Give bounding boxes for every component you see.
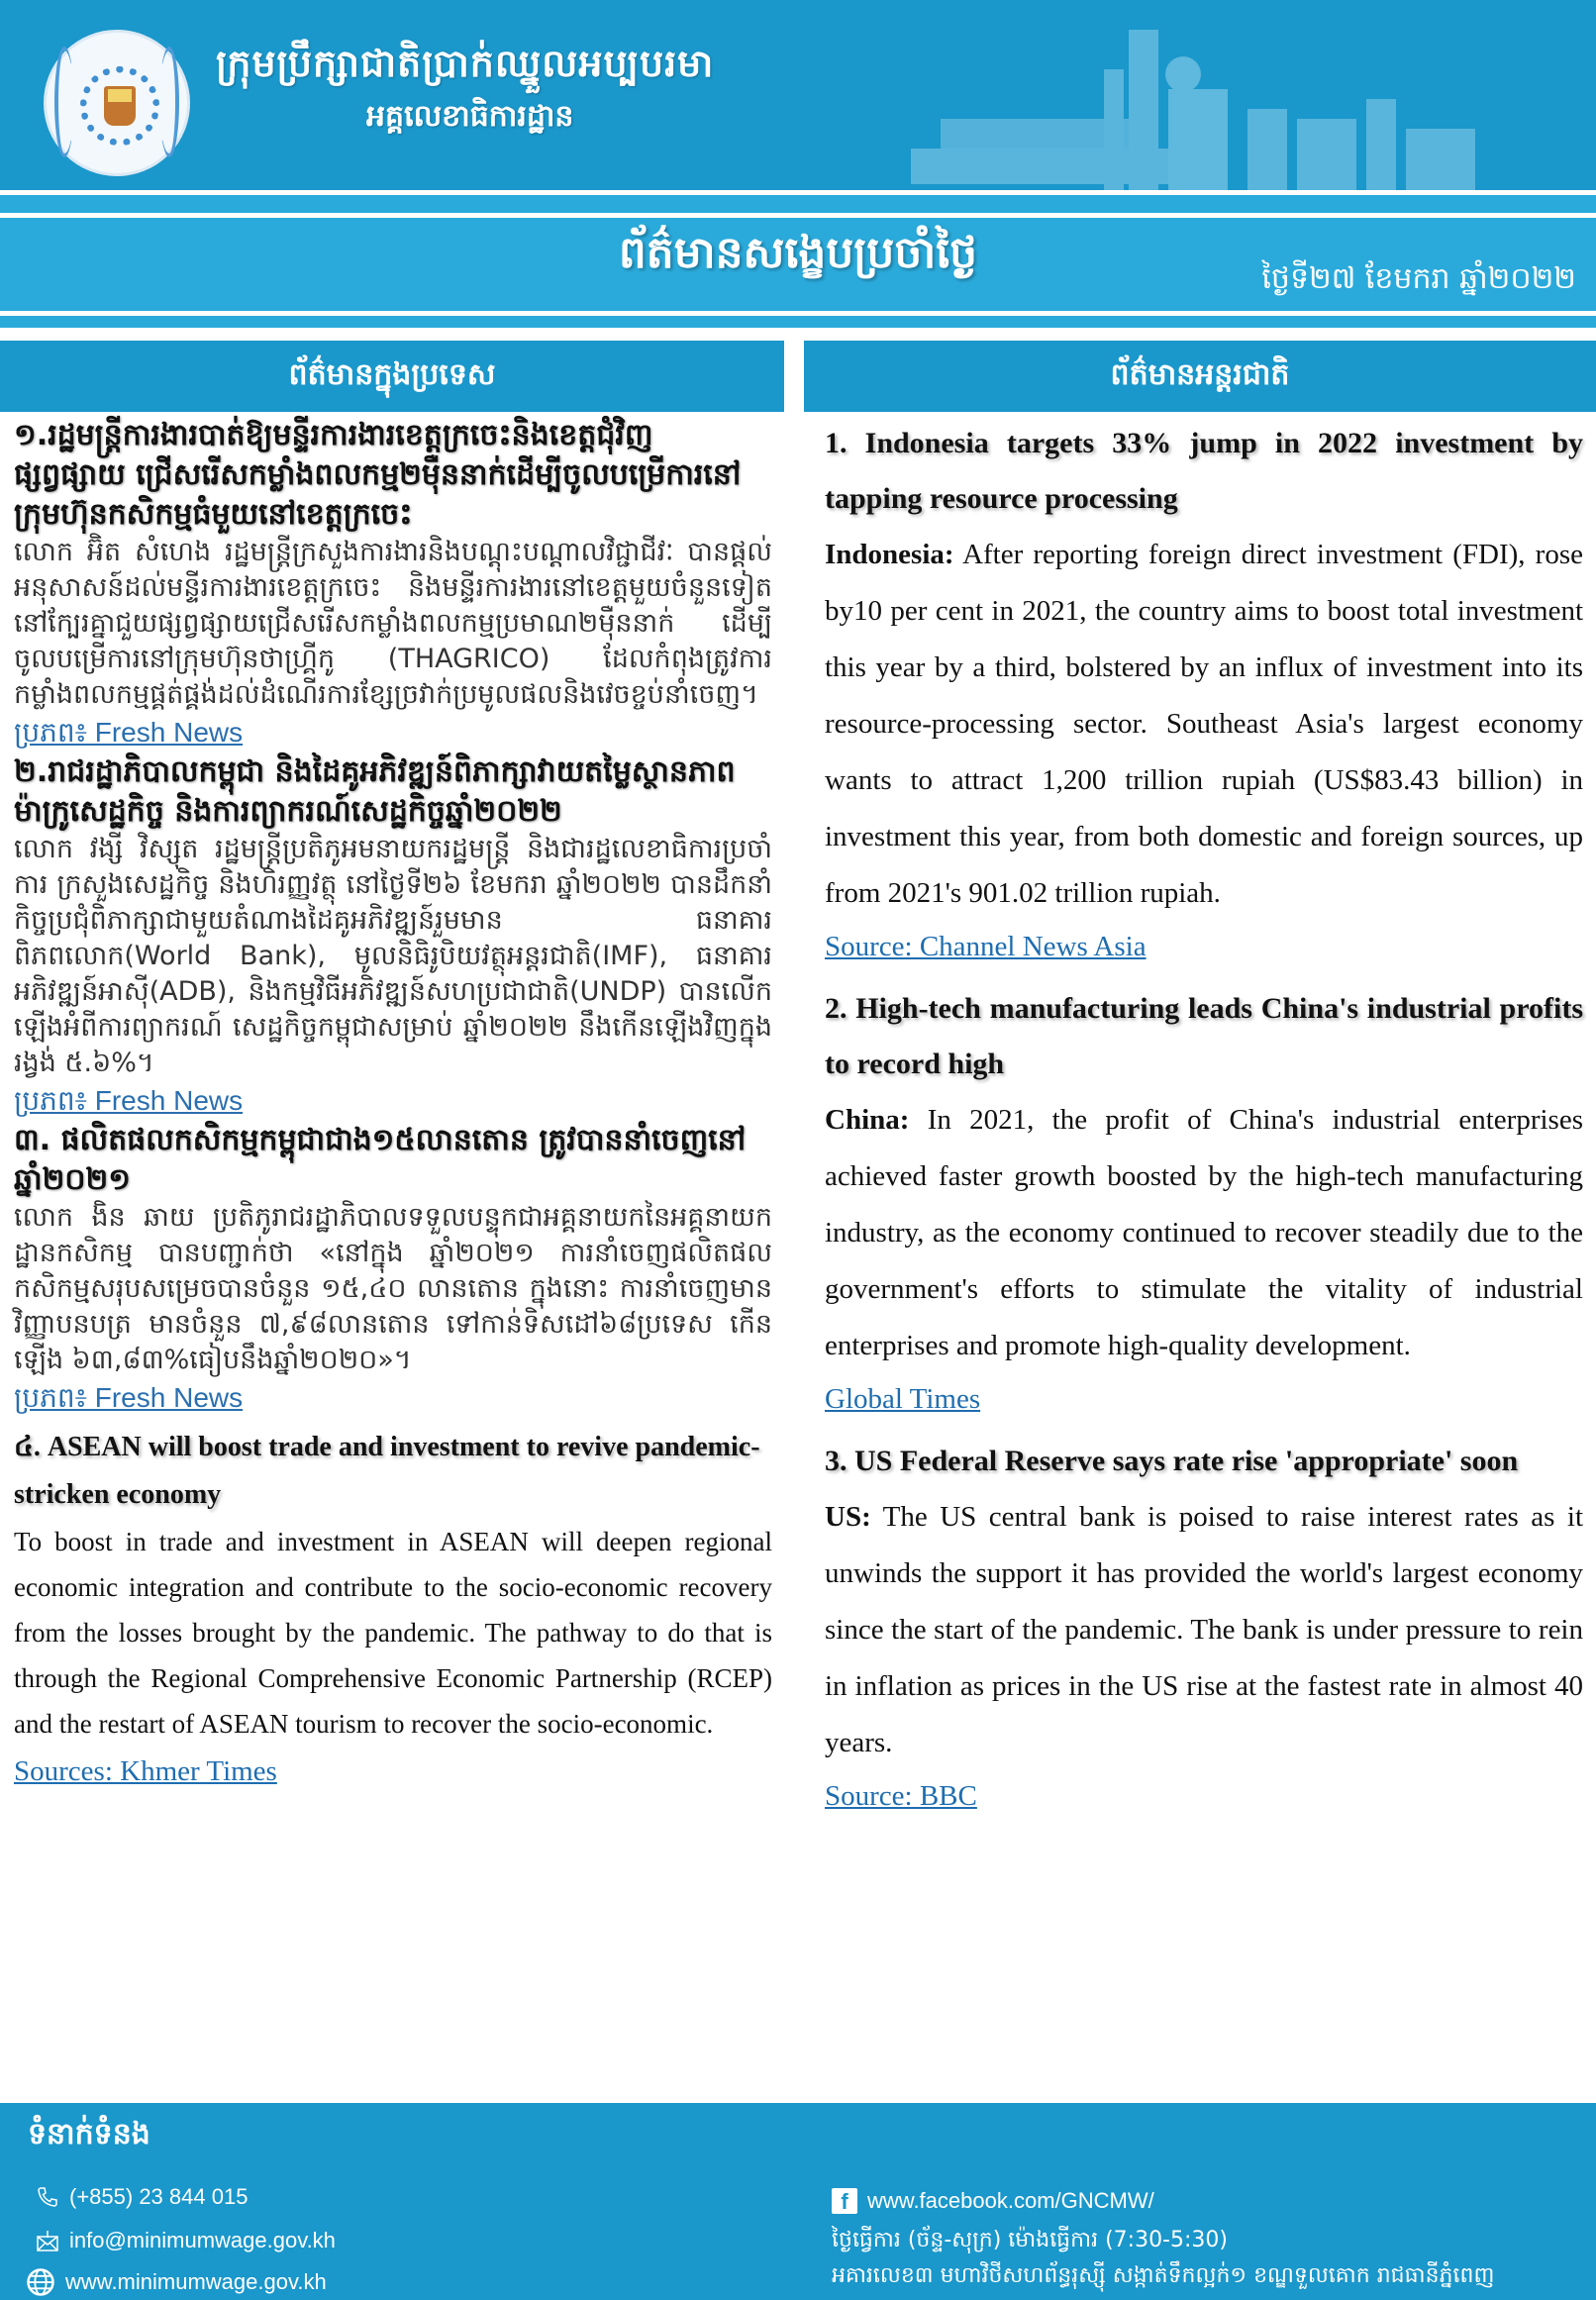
news-source-link[interactable]: Source: Channel News Asia bbox=[825, 931, 1147, 962]
office-address bbox=[832, 2261, 1494, 2293]
page-title: ព័ត៌មានសង្ខេបប្រចាំថ្ងៃ bbox=[618, 228, 978, 278]
section-header-local-news: ព័ត៌មានក្នុងប្រទេស bbox=[0, 341, 784, 412]
news-body: លោក អ៊ិត សំហេង រដ្ឋមន្ត្រីក្រសួងការងារនិងបណ្តុះបណ្តាលវិជ្ជាជីវៈ បានផ្តល់អនុសាសន៍ដល់មន្ទីរការងារខេត្តក្រចេះ និងមន្ទីរការងារនៅខេត្តមួយចំនួនទៀត នៅក្បែរគ្នាជួយផ្សព្វផ្សាយជ្រើសរើសកម្លាំងពលកម្មប្រមាណ២ម៉ឺននាក់ ដើម្បីចូលបម្រើការនៅក្រុមហ៊ុនថាហ្គ្រីកូ (THAGRICO) ដែលកំពុងត្រូវការកម្លាំងពលកម្មផ្គត់ផ្គង់ដល់ដំណើរការខ្សែច្រវាក់ប្រមូលផលនិងវេចខ្ចប់នាំចេញ។ bbox=[14, 537, 772, 710]
header-banner bbox=[0, 0, 1596, 190]
news-body-text: After reporting foreign direct investment (FDI), rose by10 per cent in 2021, the country aims to boost total investment this year by a third, bolstered by an influx of investment into its resource-processing sector. Southeast Asia's largest economy wants to attract 1,200 trillion rupiah (US$83.43 billion) in investment this year, from both domestic and foreign sources, up from 2021's 901.02 trillion rupiah. bbox=[825, 539, 1583, 909]
envelope-icon bbox=[36, 2229, 59, 2252]
organization-subtitle: អគ្គលេខាធិការដ្ឋាន bbox=[366, 99, 574, 134]
news-source-link[interactable]: Sources: Khmer Times bbox=[14, 1755, 277, 1787]
office-hours bbox=[832, 2226, 1228, 2257]
office-hours-text: ថ្ងៃធ្វើការ (ច័ន្ទ-សុក្រ) ម៉ោងធ្វើការ (7:30-5:30) bbox=[832, 2228, 1228, 2252]
news-title: 1. Indonesia targets 33% jump in 2022 investment by tapping resource processing bbox=[825, 427, 1583, 515]
section-header-international-news: ព័ត៌មានអន្តរជាតិ bbox=[804, 341, 1596, 412]
news-country-label: Indonesia: bbox=[825, 539, 954, 570]
international-news-column bbox=[825, 416, 1583, 1831]
news-item bbox=[14, 752, 772, 1121]
news-source-link[interactable]: ប្រភព៖ Fresh News bbox=[14, 717, 244, 748]
news-body: លោក ងិន ឆាយ ប្រតិភូរាជរដ្ឋាភិបាលទទួលបន្ទុកជាអគ្គនាយកនៃអគ្គនាយកដ្ឋានកសិកម្ម បានបញ្ជាក់ថា «នៅក្នុង ឆ្នាំ២០២១ ការនាំចេញផលិតផលកសិកម្មសរុបសម្រេចបានចំនួន ១៥,៤០ លានតោន ក្នុងនោះ ការនាំចេញមានវិញ្ញាបនបត្រ មានចំនួន ៧,៩៨លានតោន ទៅកាន់ទិសដៅ៦៨ប្រទេស កើនឡើង ៦៣,៨៣%ធៀបនឹងឆ្នាំ២០២០»។ bbox=[14, 1202, 772, 1375]
news-body-text: The US central bank is poised to raise interest rates as it unwinds the support it has provided the world's largest economy since the start of the pandemic. The bank is under pressure to rein in inflation as prices in the US rise at the fastest rate in almost 40 years. bbox=[825, 1501, 1583, 1758]
contact-facebook[interactable] bbox=[832, 2188, 1154, 2214]
book-pedestal-icon bbox=[104, 86, 136, 126]
news-source-link[interactable]: Source: BBC bbox=[825, 1780, 977, 1812]
news-source-link[interactable]: ប្រភព៖ Fresh News bbox=[14, 1382, 244, 1413]
laurel-left-icon bbox=[54, 47, 74, 157]
website-url: www.minimumwage.gov.kh bbox=[65, 2269, 327, 2294]
email-address: info@minimumwage.gov.kh bbox=[69, 2228, 336, 2252]
local-news-column bbox=[14, 416, 772, 1806]
news-country-label: China: bbox=[825, 1104, 910, 1136]
news-title: ៣. ផលិតផលកសិកម្មកម្ពុជាជាង១៥លានតោន ត្រូវបាននាំចេញនៅឆ្នាំ២០២១ bbox=[14, 1123, 747, 1197]
ministry-emblem-icon bbox=[44, 30, 190, 176]
news-source-link[interactable]: Global Times bbox=[825, 1383, 981, 1415]
organization-name: ក្រុមប្រឹក្សាជាតិប្រាក់ឈ្នួលអប្បបរមា bbox=[216, 42, 715, 85]
contact-email[interactable] bbox=[36, 2228, 336, 2253]
news-body bbox=[825, 1092, 1583, 1374]
news-item bbox=[14, 1424, 772, 1806]
news-title: ១.រដ្ឋមន្ត្រីការងារបាត់ឱ្យមន្ទីរការងារខេត្តក្រចេះនិងខេត្តជុំវិញ ផ្សព្វផ្សាយ ជ្រើសរើសកម្លាំងពលកម្ម២ម៉ឺននាក់ដើម្បីចូលបម្រើការនៅក្រុមហ៊ុនកសិកម្មធំមួយនៅខេត្តក្រចេះ bbox=[14, 418, 742, 532]
news-country-label: US: bbox=[825, 1501, 871, 1533]
news-item bbox=[14, 416, 772, 752]
office-address-text: អគារលេខ៣ មហាវិថីសហព័ន្ធរុស្ស៊ី សង្កាត់ទឹកល្អក់១ ខណ្ឌទួលគោក រាជធានីភ្នំពេញ bbox=[832, 2263, 1495, 2288]
news-source-link[interactable]: ប្រភព៖ Fresh News bbox=[14, 1085, 244, 1116]
news-item bbox=[825, 416, 1583, 981]
publication-date: ថ្ងៃទី២៧ ខែមករា ឆ្នាំ២០២២ bbox=[1261, 261, 1576, 296]
title-stripe-top bbox=[0, 195, 1596, 213]
news-item bbox=[825, 1434, 1583, 1831]
globe-icon bbox=[26, 2267, 55, 2297]
contact-heading: ទំនាក់ទំនង bbox=[28, 2117, 150, 2151]
city-skyline-illustration bbox=[851, 20, 1584, 190]
facebook-url: www.facebook.com/GNCMW/ bbox=[867, 2188, 1154, 2213]
news-title: 3. US Federal Reserve says rate rise 'appropriate' soon bbox=[825, 1445, 1519, 1477]
phone-icon bbox=[36, 2185, 59, 2209]
news-item bbox=[14, 1121, 772, 1418]
laurel-right-icon bbox=[159, 47, 179, 157]
news-title: 2. High-tech manufacturing leads China's industrial profits to record high bbox=[825, 992, 1583, 1080]
news-title: ២.រាជរដ្ឋាភិបាលកម្ពុជា និងដៃគូអភិវឌ្ឍន៍ពិភាក្សាវាយតម្លៃស្ថានភាពម៉ាក្រូសេដ្ឋកិច្ច និងការព្យាករណ៍សេដ្ឋកិច្ចឆ្នាំ២០២២ bbox=[14, 754, 736, 829]
news-body bbox=[825, 527, 1583, 922]
contact-phone[interactable] bbox=[36, 2184, 248, 2210]
news-title: ៤. ASEAN will boost trade and investment to revive pandemic-stricken economy bbox=[14, 1432, 760, 1510]
news-body bbox=[825, 1489, 1583, 1771]
phone-number: (+855) 23 844 015 bbox=[69, 2184, 249, 2209]
news-body-text: In 2021, the profit of China's industrial enterprises achieved faster growth boosted by the high-tech manufacturing industry, as the economy continued to recover steadily due to the government's efforts to stimulate the vitality of industrial enterprises and promote high-quality development. bbox=[825, 1104, 1583, 1361]
news-item bbox=[825, 981, 1583, 1434]
news-body: លោក វង្សី វិស្សុត រដ្ឋមន្ត្រីប្រតិភូអមនាយករដ្ឋមន្ត្រី និងជារដ្ឋលេខាធិការប្រចាំការ ក្រសួងសេដ្ឋកិច្ច និងហិរញ្ញវត្ថុ នៅថ្ងៃទី២៦ ខែមករា ឆ្នាំ២០២២ បានដឹកនាំកិច្ចប្រជុំពិភាក្សាជាមួយតំណាងដៃគូអភិវឌ្ឍន៍រួមមាន ធនាគារពិភពលោក(World Bank), មូលនិធិរូបិយវត្ថុអន្តរជាតិ(IMF), ធនាគារអភិវឌ្ឍន៍អាស៊ី(ADB), និងកម្មវិធីអភិវឌ្ឍន៍សហប្រជាជាតិ(UNDP) បានលើកឡើងអំពីការព្យាករណ៍ សេដ្ឋកិច្ចកម្ពុជាសម្រាប់ ឆ្នាំ២០២២ នឹងកើនឡើងវិញក្នុងរង្វង់ ៥.៦%។ bbox=[14, 834, 772, 1078]
title-stripe-bottom bbox=[0, 316, 1596, 328]
footer-contact bbox=[0, 2103, 1596, 2300]
facebook-icon: f bbox=[832, 2188, 857, 2214]
title-bar bbox=[0, 218, 1596, 311]
news-body: To boost in trade and investment in ASEAN will deepen regional economic integration and contribute to the socio-economic recovery from the losses brought by the pandemic. The pathway to do that is through the Regional Comprehensive Economic Partnership (RCEP) and the restart of ASEAN tourism to recover the socio-economic. bbox=[14, 1527, 772, 1739]
contact-website[interactable] bbox=[26, 2267, 327, 2297]
